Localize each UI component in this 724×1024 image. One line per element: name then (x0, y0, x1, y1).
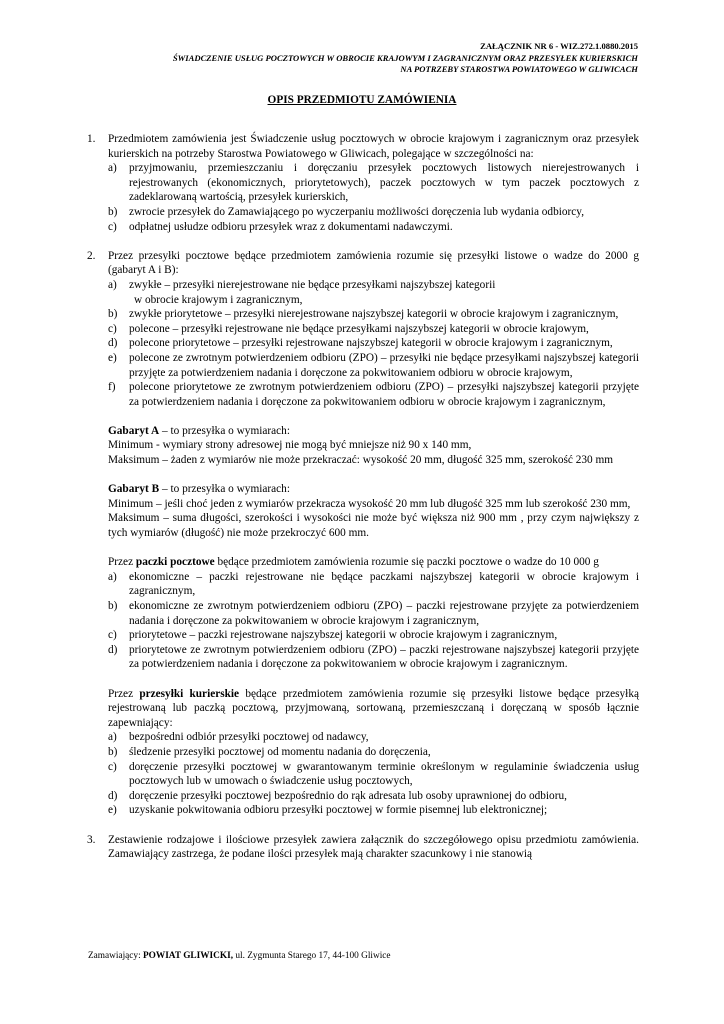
list-item: c) doręczenie przesyłki pocztowej w gwarantowanym terminie określonym w regulaminie świadczenia usług pocztowych lub w umowach o świadczenie usług pocztowych, (108, 760, 639, 788)
paczki-pocztowe: Przez paczki pocztowe będące przedmiotem zamówienia rozumie się paczki pocztowe o wadze do 10 000 g a) ekonomiczne – paczki rejestrowane nie będące paczkami najszybszej kategorii w obrocie krajowym i zagranicznym, b) ekonomiczne ze zwrotnym potwierdzeniem odbioru (ZPO) – paczki rejestrowane przyjęte za potwierdzeniem nadania i doręczone za pokwitowaniem w obrocie krajowym i zagranicznym, c) priorytetowe – paczki rejestrowane najszybszej kategorii w obrocie krajowym i zagranicznym, d) priorytetowe ze zwrotnym potwierdzeniem odbioru (ZPO) – paczki rejestrowane najszybszej kategorii przyjęte za potwierdzeniem nadania i doręczone za pokwitowaniem w obrocie krajowym i zagranicznym. (108, 556, 639, 671)
section-number: 2. (87, 249, 96, 262)
list-item: b) śledzenie przesyłki pocztowej od momentu nadania do doręczenia, (108, 745, 431, 758)
gabaryt-a-label: Gabaryt A (108, 424, 160, 437)
section-number: 1. (87, 133, 96, 145)
section-3 (87, 833, 639, 862)
list-item: b) zwrocie przesyłek do Zamawiającego po wyczerpaniu możliwości doręczenia lub wydania odbiorcy, (108, 205, 585, 218)
header-subject-line-2: NA POTRZEBY STAROSTWA POWIATOWEGO W GLIWICACH (400, 64, 638, 74)
section-number: 3. (87, 833, 96, 846)
list-item: c) polecone – przesyłki rejestrowane nie będące przesyłkami najszybszej kategorii w obrocie krajowym, (108, 322, 589, 335)
list-item: b) zwykłe priorytetowe – przesyłki nierejestrowane najszybszej kategorii w obrocie krajowym i zagranicznym, (108, 308, 619, 321)
section-2-intro: Przez przesyłki pocztowe będące przedmiotem zamówienia rozumie się przesyłki listowe o wadze do 2000 g (gabaryt A i B): (108, 249, 639, 277)
page-header (173, 41, 638, 76)
list-item: a) zwykłe – przesyłki nierejestrowane nie będące przesyłkami najszybszej kategorii w obrocie krajowym i zagranicznym, (108, 278, 496, 306)
list-item: c) priorytetowe – paczki rejestrowane najszybszej kategorii w obrocie krajowym i zagranicznym, (108, 629, 558, 642)
gabaryt-b-max: Maksimum – suma długości, szerokości i wysokości nie może być większa niż 900 mm , przy czym największy z tych wymiarów (długość) nie może przekroczyć 600 mm. (108, 512, 639, 540)
footer-org-name: POWIAT GLIWICKI, (142, 951, 234, 961)
section-2 (87, 249, 639, 818)
gabaryt-b-min: Minimum – jeśli choć jeden z wymiarów przekracza wysokość 20 mm lub długość 325 mm lub szerokość 230 mm, (108, 497, 631, 510)
list-item: d) polecone priorytetowe – przesyłki rejestrowane najszybszej kategorii w obrocie krajowym i zagranicznym, (108, 337, 613, 350)
page-footer: Zamawiający: POWIAT GLIWICKI, ul. Zygmunta Starego 17, 44-100 Gliwice (88, 951, 391, 961)
section-1 (87, 132, 639, 234)
list-item: f) polecone priorytetowe ze zwrotnym potwierdzeniem odbioru (ZPO) – przesyłki najszybszej kategorii przyjęte za potwierdzeniem nadania i doręczone za pokwitowaniem odbioru w obrocie krajowym i zagranicznym, (108, 381, 639, 408)
list-item: e) uzyskanie pokwitowania odbioru przesyłki pocztowej w formie pisemnej lub elektronicznej; (108, 804, 548, 817)
list-item: a) bezpośredni odbiór przesyłki pocztowej od nadawcy, (108, 731, 369, 744)
przesylki-kurierskie: Przez przesyłki kurierskie będące przedmiotem zamówienia rozumie się przesyłki listowe będące przesyłką rejestrowaną lub paczką pocztową, przyjmowaną, sortowaną, przemieszczaną i doręczaną w sposób łącznie zapewniający: a) bezpośredni odbiór przesyłki pocztowej od nadawcy, b) śledzenie przesyłki pocztowej od momentu nadania do doręczenia, c) doręczenie przesyłki pocztowej w gwarantowanym terminie określonym w regulaminie świadczenia usług pocztowych lub w umowach o świadczenie usług pocztowych, d) doręczenie przesyłki pocztowej bezpośrednio do rąk adresata lub osoby uprawnionej do odbioru, e) uzyskanie pokwitowania odbioru przesyłki pocztowej w formie pisemnej lub elektronicznej; (108, 687, 639, 817)
list-item: b) ekonomiczne ze zwrotnym potwierdzeniem odbioru (ZPO) – paczki rejestrowane przyjęte za potwierdzeniem nadania i doręczone za pokwitowaniem w obrocie krajowym i zagranicznym, (108, 600, 639, 627)
list-item: a) przyjmowaniu, przemieszczaniu i doręczaniu przesyłek pocztowych listowych nierejestrowanych i rejestrowanych (ekonomicznych, priorytetowych), paczek pocztowych w tym paczek pocztowych z zadeklarowaną wartością, przesyłek kurierskich, (108, 162, 639, 204)
page-title: OPIS PRZEDMIOTU ZAMÓWIENIA (267, 94, 457, 106)
gabaryt-a-min: Minimum - wymiary strony adresowej nie mogą być mniejsze niż 90 x 140 mm, (108, 439, 472, 452)
list-item: a) ekonomiczne – paczki rejestrowane nie będące paczkami najszybszej kategorii w obrocie krajowym i zagranicznym, (108, 570, 639, 598)
list-item: d) doręczenie przesyłki pocztowej bezpośrednio do rąk adresata lub osoby uprawnionej do odbioru, (108, 789, 567, 802)
list-item: e) polecone ze zwrotnym potwierdzeniem odbioru (ZPO) – przesyłki nie będące przesyłkami najszybszej kategorii przyjęte za potwierdzeniem nadania i doręczone za pokwitowaniem odbioru w obrocie krajowym, (108, 351, 639, 379)
document-body (87, 132, 639, 862)
section-3-text: Zestawienie rodzajowe i ilościowe przesyłek zawiera załącznik do szczegółowego opisu przedmiotu zamówienia. Zamawiający zastrzega, że podane ilości przesyłek mają charakter szacunkowy i nie stanowią (108, 833, 639, 861)
list-item: c) odpłatnej usłudze odbioru przesyłek wraz z dokumentami nadawczymi. (108, 220, 453, 233)
gabaryt-a: Gabaryt A – to przesyłka o wymiarach: Minimum - wymiary strony adresowej nie mogą być mniejsze niż 90 x 140 mm, Maksimum – żaden z wymiarów nie może przekraczać: wysokość 20 mm, długość 325 mm, szerokość 230 mm (108, 424, 639, 468)
gabaryt-a-max: Maksimum – żaden z wymiarów nie może przekraczać: wysokość 20 mm, długość 325 mm, szerokość 230 mm (108, 454, 614, 467)
header-subject-line-1: ŚWIADCZENIE USŁUG POCZTOWYCH W OBROCIE KRAJOWYM I ZAGRANICZNYM ORAZ PRZESYŁEK KURIERSKICH (172, 52, 638, 63)
list-item: d) priorytetowe ze zwrotnym potwierdzeniem odbioru (ZPO) – paczki rejestrowane najszybszej kategorii przyjęte za potwierdzeniem nadania i doręczone za pokwitowaniem w obrocie krajowym i zagranicznym. (108, 643, 639, 671)
gabaryt-b-label: Gabaryt B (108, 483, 160, 496)
section-1-intro: Przedmiotem zamówienia jest Świadczenie usług pocztowych w obrocie krajowym i zagranicznym oraz przesyłek kurierskich na potrzeby Starostwa Powiatowego w Gliwicach, polegające w szczególności na: (108, 133, 639, 160)
attachment-number: ZAŁĄCZNIK NR 6 - WIZ.272.1.0880.2015 (480, 41, 638, 51)
gabaryt-b: Gabaryt B – to przesyłka o wymiarach: Minimum – jeśli choć jeden z wymiarów przekracza wysokość 20 mm lub długość 325 mm lub szerokość 230 mm, Maksimum – suma długości, szerokości i wysokości nie może być większa niż 900 mm , przy czym największy z tych wymiarów (długość) nie może przekroczyć 600 mm. (108, 483, 639, 540)
